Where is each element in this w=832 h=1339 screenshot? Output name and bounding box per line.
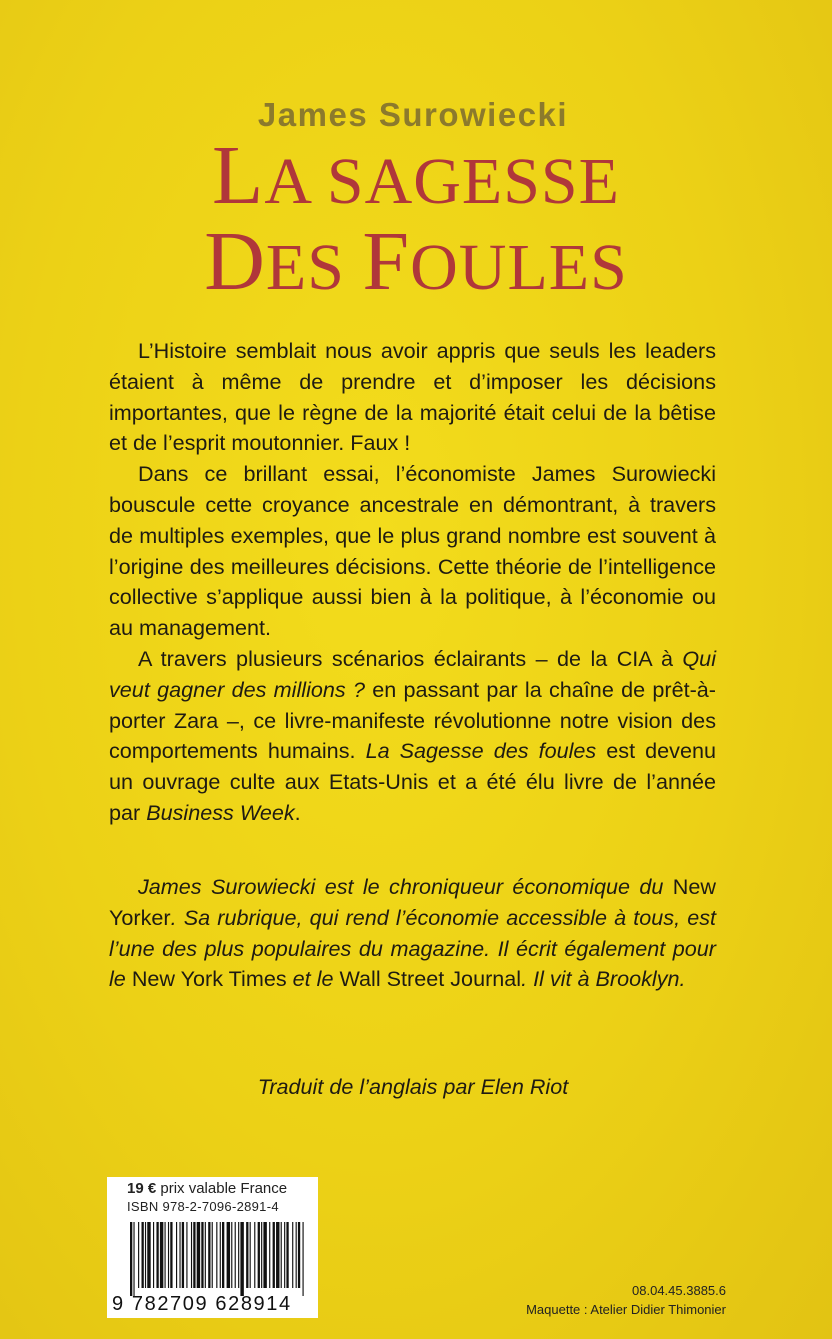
barcode-bar [156, 1222, 158, 1288]
barcode-bar [191, 1222, 192, 1288]
barcode-bar [130, 1222, 132, 1296]
barcode-bar [147, 1222, 150, 1288]
barcode-bar [222, 1222, 224, 1288]
barcode-bar [258, 1222, 260, 1288]
barcode-bar [216, 1222, 217, 1288]
barcode-bar [176, 1222, 177, 1288]
product-code: 08.04.45.3885.6 [632, 1283, 726, 1298]
barcode-bar [153, 1222, 154, 1288]
barcode-bar [292, 1222, 293, 1288]
barcode-bar [179, 1222, 180, 1288]
author-bio [109, 872, 716, 995]
barcode-bar [145, 1222, 146, 1288]
barcode-bar [298, 1222, 300, 1288]
maquette-credit: Maquette : Atelier Didier Thimonier [526, 1302, 726, 1317]
barcode-bar [182, 1222, 184, 1288]
back-cover-blurb [109, 336, 716, 829]
barcode-bar [220, 1222, 221, 1288]
barcode-bar [142, 1222, 144, 1288]
book-title-line-2: DES FOULES [204, 215, 628, 308]
translator-credit: Traduit de l’anglais par Elen Riot [257, 1074, 569, 1099]
barcode-bar [205, 1222, 206, 1288]
barcode-bar [238, 1222, 239, 1288]
barcode-bar [254, 1222, 255, 1288]
barcode-bars [130, 1222, 310, 1296]
barcode-bar [138, 1222, 139, 1288]
barcode-bar [201, 1222, 203, 1288]
barcode-bar [212, 1222, 213, 1288]
barcode-bar [261, 1222, 262, 1288]
barcode-bar [273, 1222, 275, 1288]
blurb-paragraph-3: A travers plusieurs scénarios éclairants – de la CIA à Qui veut gagner des millions ? en passant par la chaîne de prêt-à-porter Zara –, ce livre-manifeste révolutionne notre vision des comportements humains. La Sagesse des foules est devenu un ouvrage culte aux Etats-Unis et a été élu livre de l’année par Business Week. [109, 645, 716, 825]
barcode-bar [296, 1222, 297, 1288]
barcode-bar [246, 1222, 248, 1288]
barcode-bar [170, 1222, 172, 1288]
barcode-bar [269, 1222, 270, 1288]
blurb-paragraph-1: L’Histoire semblait nous avoir appris que seuls les leaders étaient à même de prendre et d’imposer les décisions importantes, que le règne de la majorité était celui de la bêtise et de l’esprit moutonnier. Faux ! [109, 338, 716, 456]
barcode-number: 9 782709 628914 [112, 1293, 292, 1315]
barcode-bar [193, 1222, 195, 1288]
barcode-bar [133, 1222, 134, 1296]
barcode-bar [186, 1222, 187, 1288]
book-title-line-1: LA SAGESSE [212, 129, 620, 222]
barcode-bar [286, 1222, 288, 1288]
isbn-line: ISBN 978-2-7096-2891-4 [127, 1199, 279, 1214]
barcode-bar [263, 1222, 266, 1288]
barcode-bar [303, 1222, 304, 1296]
blurb-paragraph-2: Dans ce brillant essai, l’économiste James Surowiecki bouscule cette croyance ancestrale en démontrant, à travers de multiples exemples, que le plus grand nombre est souvent à l’origine des meilleures décisions. Cette théorie de l’intelligence collective s’applique aussi bien à la politique, à l’économie ou au management. [109, 461, 716, 641]
barcode-bar [168, 1222, 169, 1288]
author-bio-paragraph: James Surowiecki est le chroniqueur économique du New Yorker. Sa rubrique, qui rend l’économie accessible à tous, est l’une des plus populaires du magazine. Il écrit également pour le New York Times et le Wall Street Journal. Il vit à Brooklyn. [109, 874, 716, 992]
barcode-bar [208, 1222, 210, 1288]
barcode-bar [284, 1222, 285, 1288]
barcode-bar [165, 1222, 166, 1288]
barcode-bar [250, 1222, 251, 1288]
barcode-bar [197, 1222, 200, 1288]
author-name: James Surowiecki [257, 96, 569, 133]
price-line: 19 € prix valable France [127, 1180, 288, 1197]
barcode-bar [160, 1222, 163, 1288]
barcode-bar [276, 1222, 279, 1288]
barcode-bar [235, 1222, 236, 1288]
barcode-bar [281, 1222, 282, 1288]
barcode-bar [227, 1222, 230, 1288]
barcode-bar [240, 1222, 243, 1296]
barcode-bar [231, 1222, 232, 1288]
